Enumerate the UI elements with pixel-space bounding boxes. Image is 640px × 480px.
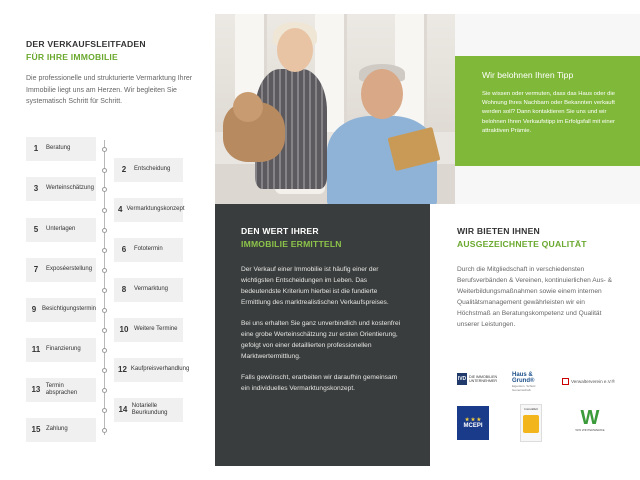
ivd-logo-text: DIE IMMOBILIEN UNTERNEHMER [469,374,498,383]
winterwerke-name: WW WINTERWERKE [575,428,605,432]
mcepi-logo [457,406,489,440]
timeline-dot [102,248,107,253]
leitfaden-intro: Die professionelle und strukturierte Vermarktung Ihrer Immobilie liegt uns am Herzen. Wir begleiten Sie systematisch Schritt für Schritt. [26,75,193,105]
step-number: 8 [121,285,127,295]
step-number: 14 [118,405,128,415]
step-number: 4 [118,205,123,215]
timeline-dot [102,368,107,373]
step-label: Kaufpreisverhandlung [130,366,190,373]
step-label: Besichtigungstermin [41,306,96,313]
step-number: 11 [31,345,41,355]
step-label: Weitere Termine [134,326,178,333]
step-number: 3 [33,184,39,194]
verkaufsleitfaden-column [0,0,215,480]
step-9 [26,298,96,322]
step-label: Termin absprachen [45,382,78,396]
step-label: Entscheidung [134,166,171,173]
step-13 [26,378,96,402]
step-6 [114,238,183,262]
step-number: 9 [31,305,37,315]
winterwerke-logo [572,408,608,440]
timeline-dot [102,408,107,413]
step-label: Exposéerstellung [46,266,93,273]
value-title-line2: IMMOBILIE ERMITTELN [241,239,342,249]
step-12 [114,358,190,382]
timeline-dot [102,187,107,192]
mcepi-name: MCEPI [463,423,483,429]
step-number: 15 [31,425,41,435]
quality-text: Durch die Mitgliedschaft in verschiedensten Berufsverbänden & Vereinen, kontinuierlichen Aus- & Weiterbildungsmaßnahmen sowie einem internen Qualitätsmanagement gewährleisten wir ein Höchstmaß an Beratungskompetenz und Qualität unserer Leistungen. [457,266,613,328]
step-11 [26,338,96,362]
step-14 [114,398,183,422]
step-label: Beratung [46,145,71,152]
timeline-dot [102,308,107,313]
step-label: Finanzierung [46,346,81,353]
step-number: 6 [121,245,127,255]
quality-title-line1: WIR BIETEN IHNEN [457,226,540,236]
step-4 [114,198,183,222]
couple-photo [215,14,455,204]
haus-und-grund-name: Haus & Grund® [512,372,535,384]
step-label: Unterlagen [46,226,76,233]
timeline-dot [102,388,107,393]
ivd-logo [457,371,503,387]
haus-und-grund-slogan: Eigentum. Schutz. Gemeinschaft. [512,384,537,392]
value-title-line1: DEN WERT IHRER [241,226,319,236]
value-paragraph-1: Der Verkauf einer Immobilie ist häufig einer der wichtigsten Entscheidungen im Leben. Das bedeutendste Kriterium hierbei ist die fundierte Ermittlung des marktrealistischen Verkaufspreises. [241,266,389,306]
verwalterverein-name: Verwalterverein e.V.® [571,378,616,384]
leitfaden-title-line1: DER VERKAUFSLEITFADEN [26,39,146,49]
step-number: 13 [31,385,41,395]
value-heading [241,225,404,251]
leitfaden-title-line2: FÜR IHRE IMMOBILIE [26,52,118,62]
step-number: 12 [118,365,127,375]
step-1 [26,137,96,161]
verwalterverein-logo [562,376,626,386]
haus-und-grund-logo [512,372,552,390]
timeline-dot [102,328,107,333]
step-label: Werteinschätzung [46,185,94,192]
step-10 [114,318,183,342]
step-label: Zahlung [46,426,68,433]
tip-title: Wir belohnen Ihren Tipp [482,70,574,80]
timeline-dot [102,348,107,353]
woman-face [277,28,313,72]
immowelt-name: ImmoWelt [524,407,538,411]
winterwerke-mark: W [580,407,600,429]
value-paragraph-3: Falls gewünscht, erarbeiten wir daraufhin gemeinsam ein individuelles Vermarktungskonzept. [241,374,398,392]
award-badge-icon [523,415,539,433]
step-2 [114,158,183,182]
value-paragraph-2: Bei uns erhalten Sie ganz unverbindlich und kostenfrei eine grobe Werteinschätzung zur ersten Orientierung, gefolgt von einer detaillierten professionellen Marktwertermittlung. [241,320,401,360]
step-number: 7 [33,265,39,275]
step-number: 5 [33,225,39,235]
immowelt-badge [520,404,542,442]
dog-head [233,92,263,122]
timeline-dot [102,147,107,152]
quality-title-line2: AUSGEZEICHNETE QUALITÄT [457,239,587,249]
timeline-dot [102,208,107,213]
timeline-dot [102,268,107,273]
leitfaden-heading [26,38,146,64]
value-panel [215,204,430,466]
step-number: 1 [33,144,39,154]
step-number: 2 [121,165,127,175]
step-8 [114,278,183,302]
step-label: Vermarktung [134,286,169,293]
step-label: Notarielle Beurkundung [131,402,168,416]
quality-heading [457,225,620,251]
step-7 [26,258,96,282]
step-label: Vermarktungskonzept [126,206,185,213]
star-icon: ★ ★ ★ [464,417,482,423]
timeline-dot [102,428,107,433]
tip-box [455,56,640,166]
step-5 [26,218,96,242]
ivd-mark: IVD [457,373,467,385]
man-face [361,69,403,119]
step-number: 10 [119,325,129,335]
timeline-dot [102,288,107,293]
timeline-dot [102,168,107,173]
verwalterverein-icon [562,378,569,385]
tip-text: Sie wissen oder vermuten, dass das Haus oder die Wohnung Ihres Nachbarn oder Bekannten verkauft werden soll? Dann kontaktieren Sie uns und wir belohnen Ihren Verkaufstipp im Erfolgsfall mit einer attraktiven Prämie. [482,91,615,134]
timeline-dot [102,228,107,233]
step-15 [26,418,96,442]
step-3 [26,177,96,201]
step-label: Fototermin [134,246,163,253]
